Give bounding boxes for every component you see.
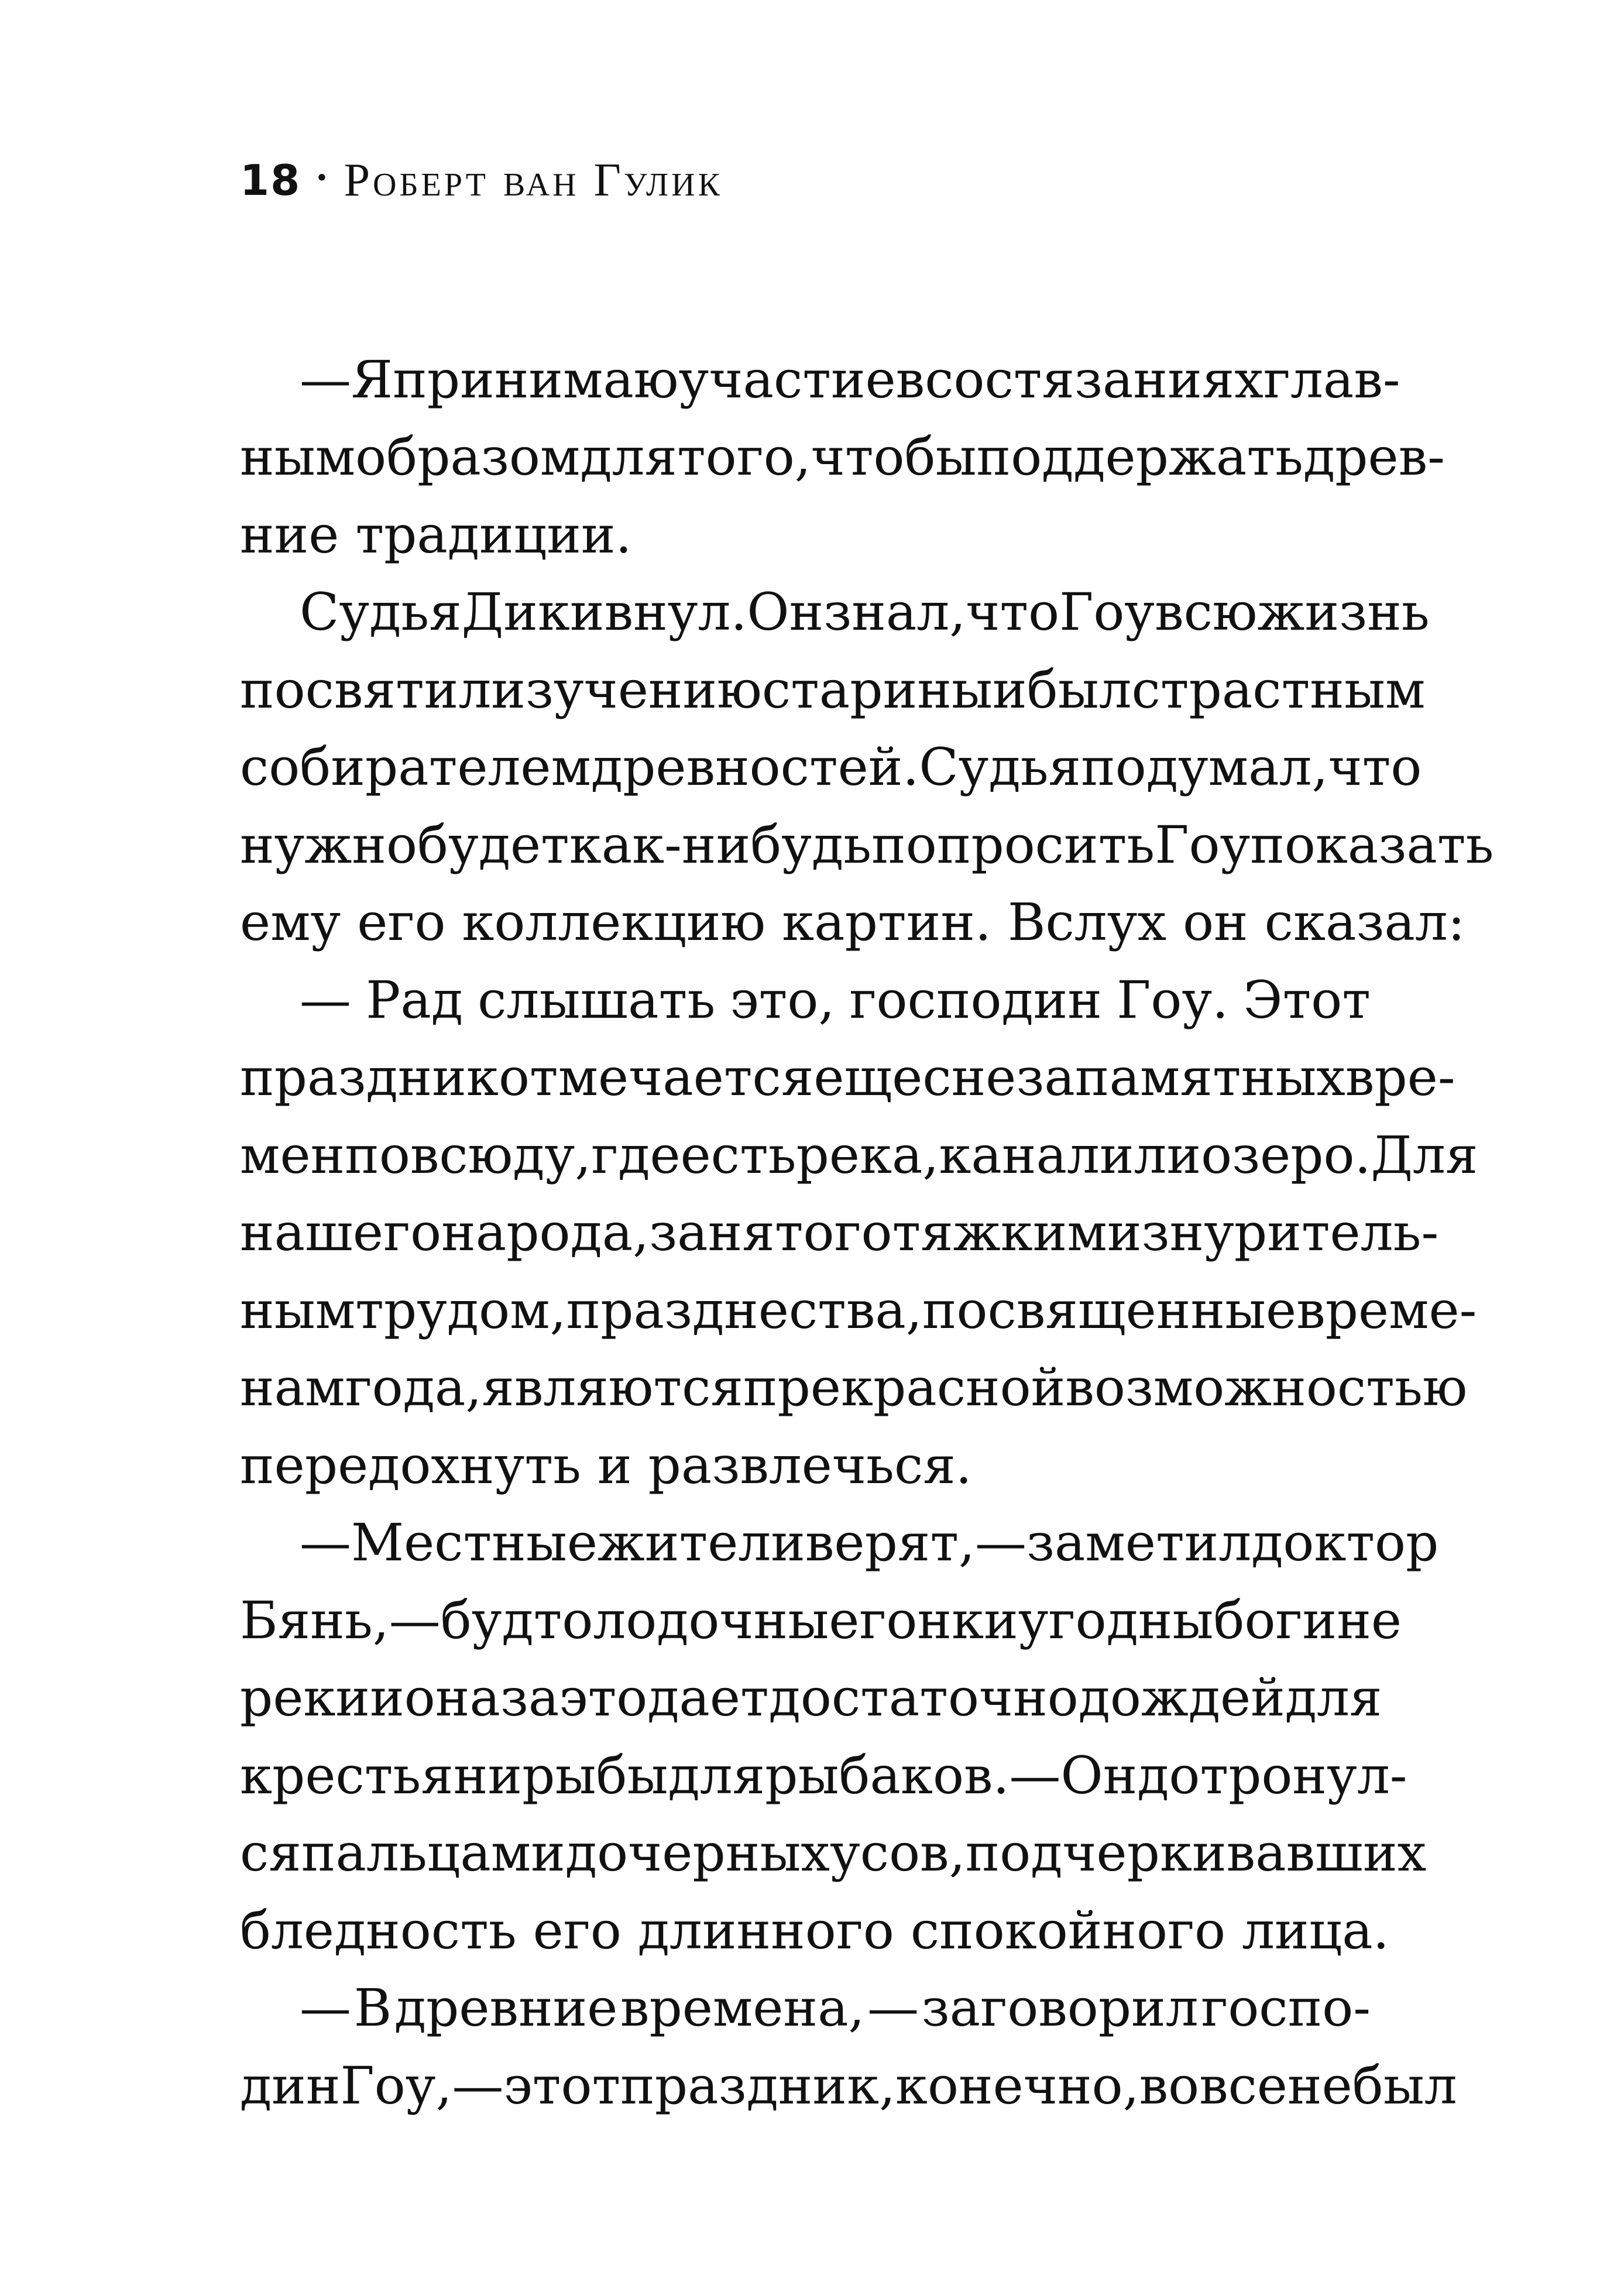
body-text bbox=[240, 341, 1494, 2125]
text-line-content: передохнуть и развлечься. bbox=[240, 1435, 972, 1495]
text-line bbox=[240, 1039, 1455, 1117]
text-line-content: крестьян и рыбы для рыбаков. — Он дотронул- bbox=[240, 1745, 1407, 1806]
text-line bbox=[240, 806, 1494, 884]
page-number: 18 bbox=[240, 156, 301, 205]
text-line bbox=[240, 729, 1422, 807]
text-line-content: праздник отмечается еще с незапамятных вре- bbox=[240, 1047, 1455, 1108]
running-head-author: Роберт ван Гулик bbox=[344, 154, 723, 206]
text-line-content: собирателем древностей. Судья подумал, что bbox=[240, 737, 1422, 798]
text-line bbox=[240, 1814, 1427, 1892]
text-line bbox=[240, 418, 1445, 496]
text-line bbox=[240, 1504, 1439, 1582]
text-line-content: ему его коллекцию картин. Вслух он сказал: bbox=[240, 892, 1465, 953]
text-line-content: ным трудом, празднества, посвященные време- bbox=[240, 1279, 1477, 1340]
text-line bbox=[240, 1349, 1468, 1427]
text-line-content: нашего народа, занятого тяжким изнуритель- bbox=[240, 1202, 1439, 1263]
text-line bbox=[240, 574, 1430, 651]
text-line bbox=[240, 1892, 1389, 1969]
header-separator: · bbox=[315, 155, 329, 200]
text-line bbox=[240, 1581, 1402, 1659]
text-line-content: — Рад слышать это, господин Гоу. Этот bbox=[300, 969, 1371, 1030]
text-line bbox=[240, 2047, 1457, 2125]
text-line-content: ся пальцами до черных усов, подчеркивавших bbox=[240, 1823, 1427, 1883]
text-line-content: ным образом для того, чтобы поддержать древ- bbox=[240, 427, 1445, 488]
text-line bbox=[240, 496, 1371, 574]
text-line bbox=[240, 1969, 1371, 2047]
text-line bbox=[240, 884, 1465, 962]
text-line-content: Бянь, — будто лодочные гонки угодны богине bbox=[240, 1590, 1402, 1650]
text-line bbox=[240, 1194, 1439, 1272]
text-line-content: посвятил изучению старины и был страстным bbox=[240, 659, 1426, 720]
text-line-content: Судья Ди кивнул. Он знал, что Гоу всю жизнь bbox=[300, 582, 1430, 643]
text-line bbox=[240, 1271, 1477, 1349]
text-line-content: нужно будет как-нибудь попросить Гоу показать bbox=[240, 814, 1494, 875]
text-line bbox=[240, 1116, 1478, 1194]
text-line-content: бледность его длинного спокойного лица. bbox=[240, 1900, 1389, 1961]
text-line bbox=[240, 1659, 1382, 1737]
text-line-content: нам года, являются прекрасной возможностью bbox=[240, 1357, 1468, 1418]
text-line-content: мен повсюду, где есть река, канал или озеро. Для bbox=[240, 1124, 1478, 1185]
text-line bbox=[240, 961, 1371, 1039]
text-line-content: — В древние времена, — заговорил госпо- bbox=[300, 1978, 1371, 2039]
text-line-content: дин Гоу, — этот праздник, конечно, вовсе не был bbox=[240, 2055, 1457, 2116]
text-line bbox=[240, 341, 1400, 418]
text-line bbox=[240, 1426, 1371, 1504]
text-line bbox=[240, 651, 1426, 729]
text-line-content: — Я принимаю участие в состязаниях глав- bbox=[300, 349, 1400, 410]
text-line-content: ние традиции. bbox=[240, 504, 632, 565]
running-header bbox=[240, 151, 723, 210]
text-line bbox=[240, 1737, 1407, 1814]
text-line-content: реки и она за это дает достаточно дождей для bbox=[240, 1667, 1382, 1728]
text-line-content: — Местные жители верят, — заметил доктор bbox=[300, 1512, 1439, 1573]
